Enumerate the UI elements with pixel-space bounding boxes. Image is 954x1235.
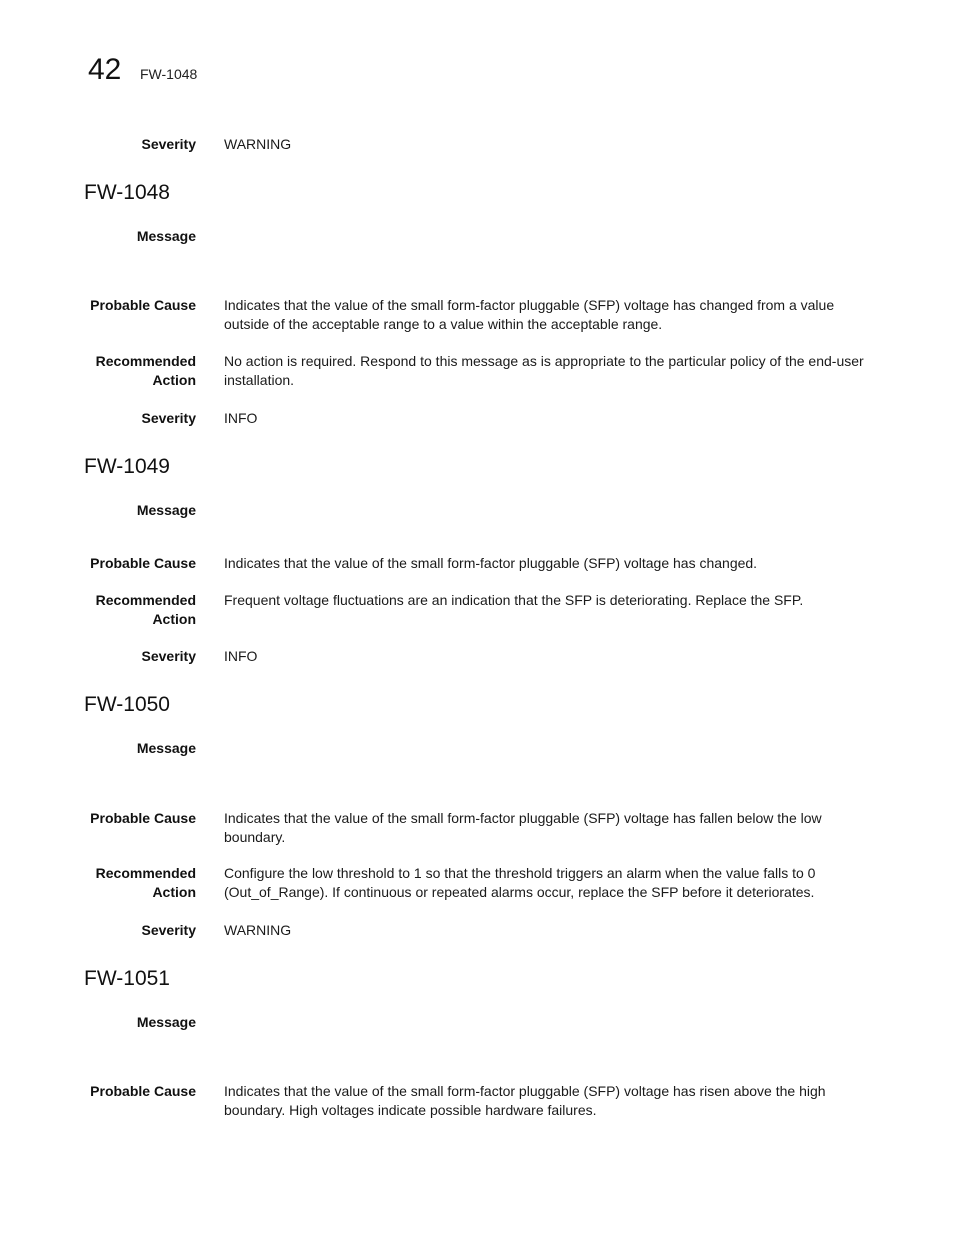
severity-value: WARNING <box>224 922 292 938</box>
entry-heading-fw-1050: FW-1050 <box>84 693 170 716</box>
recommended-label-line2: Action <box>152 611 196 627</box>
running-head-title: FW-1048 <box>140 66 198 82</box>
probable-cause-text: Indicates that the value of the small form-factor pluggable (SFP) voltage has changed from a value outside of the acceptable range to a value within the acceptable range. <box>224 297 835 332</box>
severity-value: WARNING <box>224 136 292 152</box>
entry-heading-fw-1049: FW-1049 <box>84 455 170 478</box>
recommended-label-line1: Recommended <box>95 865 196 881</box>
message-label: Message <box>136 502 196 518</box>
recommended-action-label <box>96 352 196 390</box>
recommended-label-line1: Recommended <box>95 592 196 608</box>
probable-cause-text: Indicates that the value of the small form-factor pluggable (SFP) voltage has risen above the high boundary. High voltages indicate possible hardware failures. <box>224 1083 826 1118</box>
message-label: Message <box>136 228 196 244</box>
probable-cause-label: Probable Cause <box>90 810 196 826</box>
probable-cause-text: Indicates that the value of the small form-factor pluggable (SFP) voltage has fallen below the low boundary. <box>224 810 822 845</box>
probable-cause-text: Indicates that the value of the small form-factor pluggable (SFP) voltage has changed. <box>224 555 758 571</box>
probable-cause-label: Probable Cause <box>90 297 196 313</box>
severity-label: Severity <box>141 922 196 938</box>
recommended-action-label <box>96 864 196 902</box>
recommended-label-line2: Action <box>152 884 196 900</box>
recommended-action-text: Configure the low threshold to 1 so that the threshold triggers an alarm when the value falls to 0 (Out_of_Range). If continuous or repeated alarms occur, replace the SFP before it deteriorates. <box>224 865 816 900</box>
severity-label: Severity <box>141 136 196 152</box>
probable-cause-label: Probable Cause <box>90 1083 196 1099</box>
message-label: Message <box>136 740 196 756</box>
chapter-number: 42 <box>88 53 122 86</box>
message-label: Message <box>136 1014 196 1030</box>
recommended-action-text: No action is required. Respond to this message as is appropriate to the particular policy of the end-user installation. <box>224 353 864 388</box>
recommended-action-text: Frequent voltage fluctuations are an indication that the SFP is deteriorating. Replace the SFP. <box>224 592 804 608</box>
recommended-label-line2: Action <box>152 372 196 388</box>
entry-heading-fw-1048: FW-1048 <box>84 181 170 204</box>
severity-value: INFO <box>224 648 258 664</box>
severity-value: INFO <box>224 410 258 426</box>
severity-label: Severity <box>141 410 196 426</box>
severity-label: Severity <box>141 648 196 664</box>
recommended-label-line1: Recommended <box>95 353 196 369</box>
recommended-action-label <box>96 591 196 629</box>
probable-cause-label: Probable Cause <box>90 555 196 571</box>
entry-heading-fw-1051: FW-1051 <box>84 967 170 990</box>
